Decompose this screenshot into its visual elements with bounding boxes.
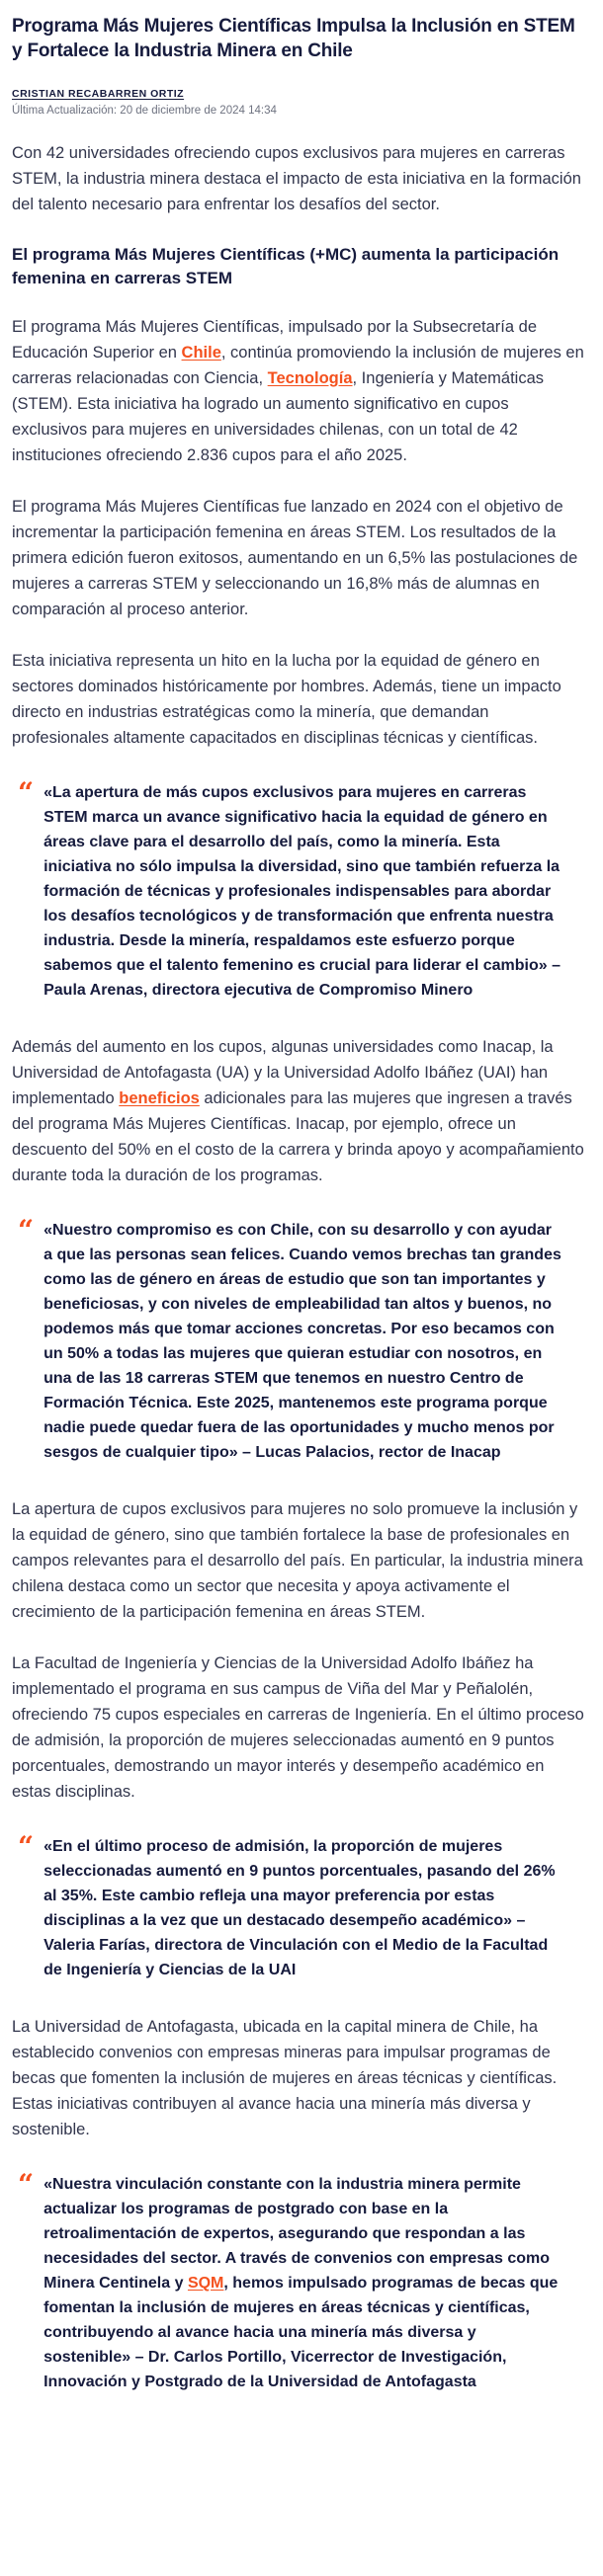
- quote-text: [43, 2172, 563, 2394]
- inline-link-chile[interactable]: Chile: [181, 343, 221, 362]
- pull-quote: [18, 2167, 587, 2394]
- section-heading: El programa Más Mujeres Científicas (+MC) aumenta la participación femenina en carreras STEM: [12, 244, 560, 287]
- paragraph: [12, 2014, 587, 2142]
- text-segment: Además del aumento en los cupos, algunas universidades como Inacap, la Universidad de Antofagasta (UA) y la Universidad Adolfo Ibáñez (UAI) han implementado: [12, 1037, 554, 1107]
- quote-mark-icon: “: [18, 1829, 35, 1863]
- text-segment: La Universidad de Antofagasta, ubicada en la capital minera de Chile, ha establecido convenios con empresas mineras para impulsar programas de becas que fomenten la inclusión de mujeres en áreas técnicas y científicas. Estas iniciativas contribuyen al avance hacia una minería más diversa y sostenible.: [12, 2017, 558, 2138]
- news-article: [12, 14, 587, 2394]
- text-segment: Con 42 universidades ofreciendo cupos exclusivos para mujeres en carreras STEM, la industria minera destaca el impacto de esta iniciativa en la formación del talento necesario para enfrentar los desafíos del sector.: [12, 143, 581, 213]
- quote-mark-icon: “: [18, 2167, 35, 2201]
- paragraph: [12, 140, 587, 217]
- text-segment: El programa Más Mujeres Científicas fue lanzado en 2024 con el objetivo de incrementar la participación femenina en áreas STEM. Los resultados de la primera edición fueron exitosos, aumentando en un 6,5% las postulaciones de mujeres a carreras STEM y seleccionando un 16,8% más de alumnas en comparación al proceso anterior.: [12, 497, 578, 618]
- text-segment: , continúa promoviendo la inclusión de mujeres en carreras relacionadas con Ciencia,: [12, 343, 584, 387]
- text-segment: adicionales para las mujeres que ingresen a través del programa Más Mujeres Científicas. Inacap, por ejemplo, ofrece un descuento del 50% en el costo de la carrera y brinda apoyo y acompañamiento durante toda la duración de los programas.: [12, 1088, 584, 1184]
- quote-text: [43, 780, 563, 1003]
- inline-link-tecnologia[interactable]: Tecnología: [267, 368, 353, 387]
- inline-link-beneficios[interactable]: beneficios: [119, 1088, 200, 1107]
- inline-link-sqm[interactable]: SQM: [187, 2274, 224, 2292]
- text-segment: «Nuestra vinculación constante con la industria minera permite actualizar los programas de postgrado con base en la retroalimentación de expertos, asegurando que respondan a las necesidades del sector. A través de convenios con empresas como Minera Centinela y: [43, 2175, 551, 2292]
- author-link[interactable]: CRISTIAN RECABARREN ORTIZ: [12, 87, 185, 100]
- byline: [12, 84, 587, 117]
- paragraph: [12, 1650, 587, 1805]
- article-body: [12, 140, 587, 2394]
- text-segment: «En el último proceso de admisión, la proporción de mujeres seleccionadas aumentó en 9 puntos porcentuales, pasando del 26% al 35%. Este cambio refleja una mayor preferencia por estas disciplinas a la vez que un destacado desempeño académico» – Valeria Farías, directora de Vinculación con el Medio de la Facultad de Ingeniería y Ciencias de la UAI: [43, 1837, 556, 1978]
- paragraph: [12, 1496, 587, 1625]
- text-segment: El programa Más Mujeres Científicas, impulsado por la Subsecretaría de Educación Superior en: [12, 317, 537, 362]
- updated-timestamp: Última Actualización: 20 de diciembre de 2024 14:34: [12, 104, 277, 117]
- quote-text: [43, 1834, 563, 1982]
- text-segment: «Nuestro compromiso es con Chile, con su desarrollo y con ayudar a que las personas sean felices. Cuando vemos brechas tan grandes como las de género en áreas de estudio que son tan importantes y beneficiosas, y con niveles de empleabilidad tan altos y buenos, no podemos más que tomar acciones concretas. Por eso becamos con un 50% a todas las mujeres que quieran estudiar con nosotros, en una de las 18 carreras STEM que tenemos en nuestro Centro de Formación Técnica. Este 2025, mantenemos este programa porque nadie puede quedar fuera de las oportunidades y mucho menos por sesgos de cualquier tipo» – Lucas Palacios, rector de Inacap: [43, 1221, 561, 1461]
- paragraph: [12, 314, 587, 468]
- text-segment: , Ingeniería y Matemáticas (STEM). Esta iniciativa ha logrado un aumento significativo en cupos exclusivos para mujeres en universidades chilenas, con un total de 42 instituciones ofreciendo 2.836 cupos para el año 2025.: [12, 368, 545, 464]
- text-segment: Esta iniciativa representa un hito en la lucha por la equidad de género en sectores dominados históricamente por hombres. Además, tiene un impacto directo en industrias estratégicas como la minería, que demandan profesionales altamente capacitados en disciplinas técnicas y científicas.: [12, 651, 561, 747]
- text-segment: La Facultad de Ingeniería y Ciencias de la Universidad Adolfo Ibáñez ha implementado el programa en sus campus de Viña del Mar y Peñalolén, ofreciendo 75 cupos especiales en carreras de Ingeniería. En el último proceso de admisión, la proporción de mujeres seleccionadas aumentó en 9 puntos porcentuales, demostrando un mayor interés y desempeño académico en estas disciplinas.: [12, 1653, 584, 1801]
- pull-quote: [18, 1213, 587, 1465]
- pull-quote: [18, 775, 587, 1003]
- quote-mark-icon: “: [18, 1213, 35, 1247]
- text-segment: «La apertura de más cupos exclusivos para mujeres en carreras STEM marca un avance significativo hacia la equidad de género en áreas clave para el desarrollo del país, como la minería. Esta iniciativa no sólo impulsa la diversidad, sino que también refuerza la formación de técnicas y profesionales indispensables para abordar los desafíos tecnológicos y de transformación que enfrenta nuestra industria. Desde la minería, respaldamos este esfuerzo porque sabemos que el talento femenino es crucial para liderar el cambio» – Paula Arenas, directora ejecutiva de Compromiso Minero: [43, 783, 560, 999]
- text-segment: , hemos impulsado programas de becas que fomentan la inclusión de mujeres en áreas técnicas y científicas, contribuyendo al avance hacia una minería más diversa y sostenible» – Dr. Carlos Portillo, Vicerrector de Investigación, Innovación y Postgrado de la Universidad de Antofagasta: [43, 2274, 559, 2390]
- quote-mark-icon: “: [18, 775, 35, 809]
- article-header: [12, 14, 587, 117]
- paragraph: [12, 648, 587, 751]
- pull-quote: [18, 1829, 587, 1982]
- text-segment: La apertura de cupos exclusivos para mujeres no solo promueve la inclusión y la equidad de género, sino que también fortalece la base de profesionales en campos relevantes para el desarrollo del país. En particular, la industria minera chilena destaca como un sector que necesita y apoya activamente el crecimiento de la participación femenina en áreas STEM.: [12, 1499, 583, 1621]
- paragraph: [12, 494, 587, 622]
- quote-text: [43, 1218, 563, 1465]
- paragraph: [12, 1034, 587, 1188]
- article-title: Programa Más Mujeres Científicas Impulsa la Inclusión en STEM y Fortalece la Industria Minera en Chile: [12, 16, 575, 62]
